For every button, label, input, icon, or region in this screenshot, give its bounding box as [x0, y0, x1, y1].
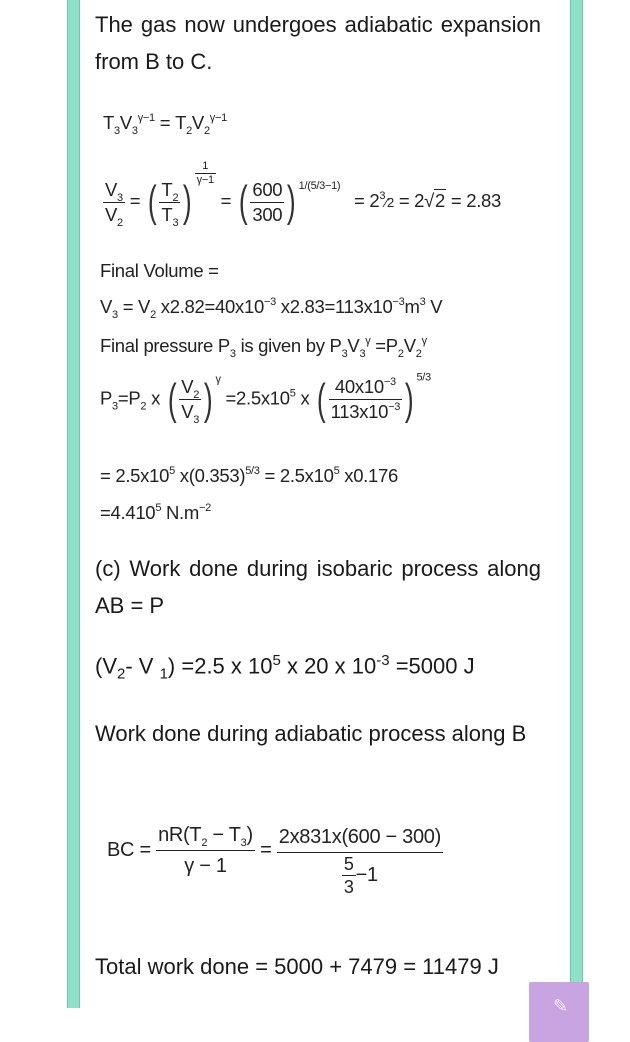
adiabatic-work-paragraph: Work done during adiabatic process along B [95, 721, 527, 746]
final-pressure-label: Final pressure $P_3$ is given by $P_3V_3^\gamma =P_2V_2^\gamma$ [100, 335, 427, 360]
adiabatic-relation-equation: $T_3V_3^{\gamma-1} = T_2V_2^{\gamma-1}$ [103, 112, 227, 137]
power-fraction: $\frac{1}{\gamma-1}$ [196, 160, 214, 186]
final-volume-label: Final Volume = [100, 260, 219, 281]
final-volume-equation: $V_3 = V_2$ $x2.82=40x10^{-3}$ $x2.83=113x10^{-3}m^3$ V [100, 296, 443, 321]
final-pressure-equation: $P_3=P_2$ x ( $\frac{V_2}{V_3}$ ) $^\gamma =2.5x10^5$ x ( $\frac{40x10^{-3}}{113x10^{-3}}$ ) $^{5/3}$ [100, 371, 431, 426]
volume-values-fraction: $\frac{40x10^{-3}}{113x10^{-3}}$ [330, 376, 401, 422]
nr-fraction: $\frac{nR(T_2 - T_3)}{\gamma - 1}$ [156, 820, 255, 881]
v2-over-v3-fraction: $\frac{V_2}{V_3}$ [181, 376, 200, 426]
volume-ratio-equation: $\frac{V_3}{V_2}$ = ( $\frac{T_2}{T_3}$ ) $\frac{1}{\gamma-1}$ = ( $\frac{600}{300}$ ) $^{1/(5/3-1)} = 2^3⁄2 = 2√2 = 2.83$ [105, 160, 502, 229]
v3-over-v2-fraction: $\frac{V_3}{V_2}$ [105, 178, 123, 229]
intro-paragraph: The gas now undergoes adiabatic expansion from B to C. [95, 12, 541, 74]
pressure-result: $=4.410^5$ $N.m^{-2}$ [100, 502, 211, 523]
left-rail [67, 0, 80, 1008]
isobaric-work-equation: ($V_2-$ V $_1$) =2.5 x $10^5$ x 20 x $10^{-3} =5000$ J [95, 652, 475, 683]
edit-fab-button[interactable] [529, 982, 589, 1042]
600-over-300-fraction: $\frac{600}{300}$ [252, 178, 283, 225]
numeric-work-fraction: 2x831x(600 − 300) $\frac{5}{3}$ −1 [277, 822, 443, 898]
pressure-calc-equation: = $2.5x10^5$ $x(0.353)^{5/3} = 2.5x10^5$ x0.176 [100, 465, 398, 486]
pencil-icon: ✎ [553, 996, 569, 1016]
total-work-paragraph: Total work done = 5000 + 7479 = 11479 J [95, 954, 499, 979]
right-rail [570, 0, 583, 1008]
t2-over-t3-fraction: $\frac{T_2}{T_3}$ [161, 178, 179, 229]
adiabatic-work-equation: BC = $\frac{nR(T_2 - T_3)}{\gamma - 1}$ = 2x831x(600 − 300) $\frac{5}{3}$ −1 [107, 820, 443, 898]
isobaric-work-paragraph: (c) Work done during isobaric process along AB = P [95, 556, 541, 618]
